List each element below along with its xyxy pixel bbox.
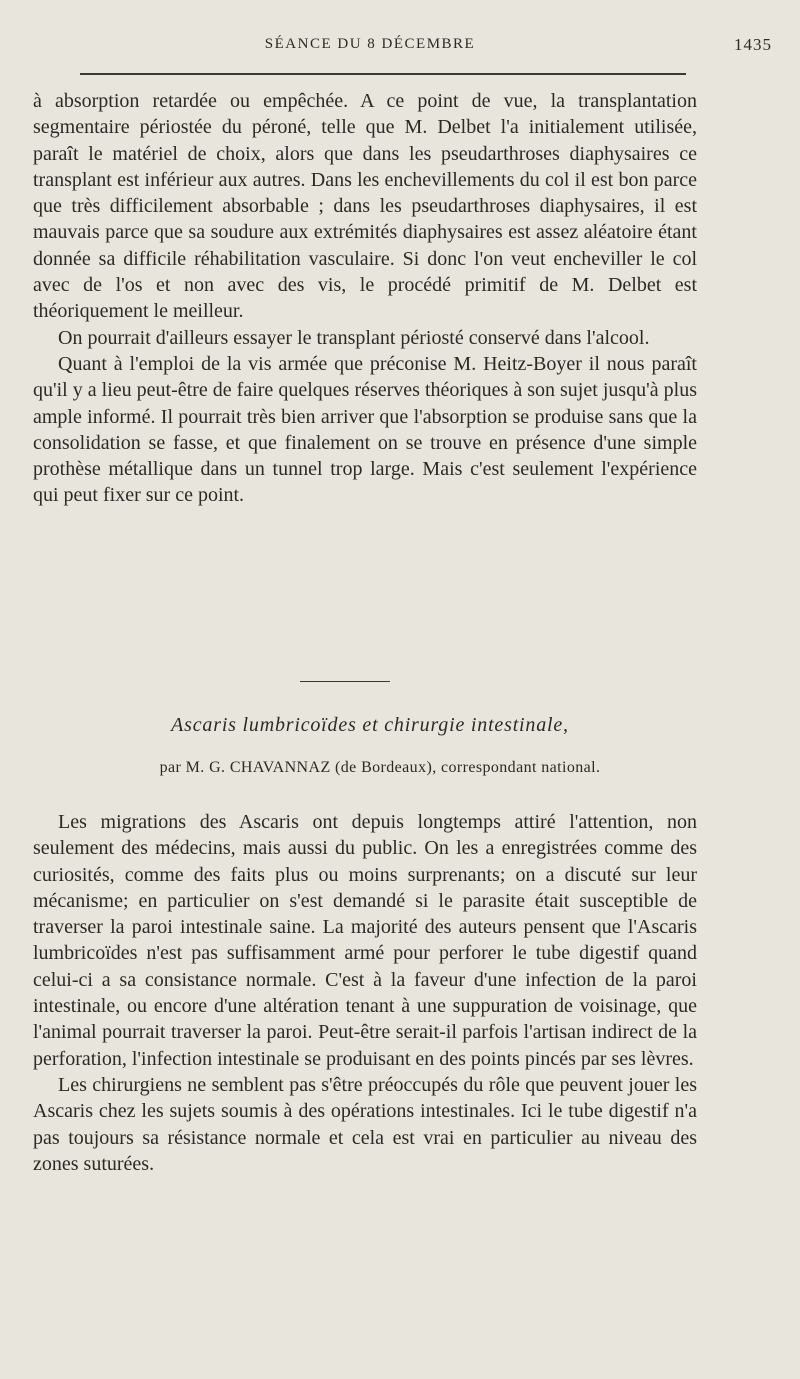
running-head	[0, 32, 800, 62]
paragraph: Les migrations des Ascaris ont depuis longtemps attiré l'attention, non seulement des médecins, mais aussi du public. On les a enregistrées comme des curiosités, comme des faits plus ou moins surprenants; on a discuté sur leur mécanisme; en particulier on s'est demandé si le parasite était susceptible de traverser la paroi intestinale saine. La majorité des auteurs pensent que l'Ascaris lumbricoïdes n'est pas suffisamment armé pour perforer le tube digestif quand celui-ci a sa consistance normale. C'est à la faveur d'une infection de la paroi intestinale, ou encore d'une altération tenant à une suppuration de voisinage, que l'animal pourrait traverser la paroi. Peut-être serait-il parfois l'artisan indirect de la perforation, l'infection intestinale se produisant en des points pincés par ses lèvres.	[33, 811, 697, 1070]
section-divider	[300, 681, 390, 682]
paragraph: Les chirurgiens ne semblent pas s'être préoccupés du rôle que peuvent jouer les Ascaris chez les sujets soumis à des opérations intestinales. Ici le tube digestif n'a pas toujours sa résistance normale et cela est vrai en particulier au niveau des zones suturées.	[33, 1073, 697, 1175]
paragraph: à absorption retardée ou empêchée. A ce point de vue, la transplantation segmentaire périostée du péroné, telle que M. Delbet l'a initialement utilisée, paraît le matériel de choix, alors que dans les pseudarthroses diaphysaires ce transplant est inférieur aux autres. Dans les enchevillements du col il est bon parce que très difficilement absorbable ; dans les pseudarthroses diaphysaires, il est mauvais parce que sa soudure aux extrémités diaphysaires est assez aléatoire étant donnée sa difficile réhabilitation vasculaire. Si donc l'on veut encheviller le col avec de l'os et non avec des vis, le procédé primitif de M. Delbet est théoriquement le meilleur.	[33, 90, 697, 323]
page-number: 1435	[734, 35, 772, 54]
article-byline: par M. G. CHAVANNAZ (de Bordeaux), correspondant national.	[159, 759, 601, 776]
paragraph: Quant à l'emploi de la vis armée que préconise M. Heitz-Boyer il nous paraît qu'il y a lieu peut-être de faire quelques réserves théoriques à son sujet jusqu'à plus ample informé. Il pourrait très bien arriver que l'absorption se produise sans que la consolidation se fasse, et que finalement on se trouve en présence d'une simple prothèse métallique dans un tunnel trop large. Mais c'est seulement l'expérience qui peut fixer sur ce point.	[33, 352, 697, 507]
text-block-article	[33, 809, 697, 1177]
running-title: SÉANCE DU 8 DÉCEMBRE	[264, 36, 476, 52]
paragraph: On pourrait d'ailleurs essayer le transplant périosté conservé dans l'alcool.	[58, 326, 650, 349]
text-block-previous-article	[33, 88, 697, 509]
article-title: Ascaris lumbricoïdes et chirurgie intestinale,	[171, 714, 569, 736]
header-rule	[80, 73, 686, 75]
